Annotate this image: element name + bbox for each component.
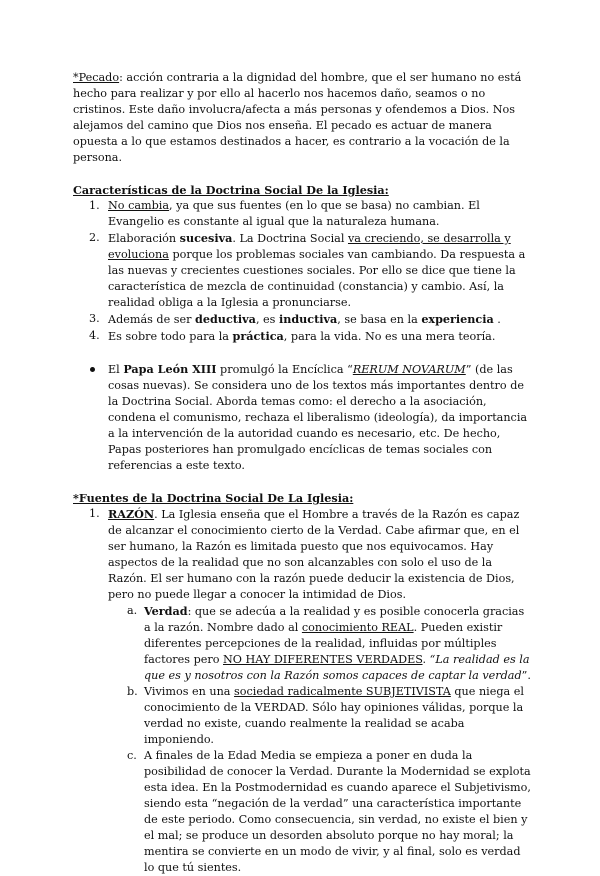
underlined-text: va creciendo, se desarrolla y evoluciona [108,232,511,261]
item-text: : que se adecúa a la realidad y es posible conocerla gracias a la razón. Nombre dado al [144,605,525,634]
item-text: . [422,653,430,666]
list-letter: c. [127,749,137,762]
pope-list [73,361,531,474]
bold-text: práctica [232,329,284,343]
item-text: que niega el conocimiento de la VERDAD. Sólo hay opiniones válidas, porque la verdad no existe, cuando realmente la realidad se acaba imponiendo. [144,685,524,746]
item-text: Vivimos en una [144,685,235,698]
item-text: . Pueden existir diferentes percepciones de la realidad, influidas por múltiples factores pero [144,621,503,666]
item-text: Además de ser [108,313,196,326]
item-text: . La Doctrina Social [232,232,348,245]
colon: : [119,71,127,84]
item-text: porque los problemas sociales van cambiando. Da respuesta a las nuevas y crecientes cuestiones sociales. Por ello se dice que tiene la característica de mezcla de continuidad (constancia) y cambio. Así, la realidad obliga a la Iglesia a pronunciarse. [108,248,526,309]
item-text: , para la vida. No es una mera teoría. [283,330,496,343]
sources-list [73,506,531,603]
list-item [73,198,531,230]
item-text: ” (de las cosas nuevas). Se considera uno de los textos más importantes dentro de la Doctrina Social. Aborda temas como: el derecho a la asociación, condena el comunismo, rechaza el liberalismo (ideología), da importancia a la intervención de la autoridad cuando es necesario, etc. De hecho, Papas posteriores han promulgado encíclicas de temas sociales con referencias a este texto. [108,363,528,472]
item-text: . La Iglesia enseña que el Hombre a través de la Razón es capaz de alcanzar el conocimiento cierto de la Verdad. Cabe afirmar que, en el ser humano, la Razón es limitada puesto que nos equivocamos. Hay aspectos de la realidad que no son alcanzables con solo el uso de la Razón. El ser humano con la razón puede deducir la existencia de Dios, pero no puede llegar a conocer la intimidad de Dios. [108,508,520,601]
list-item [73,230,531,311]
item-text: , ya que sus fuentes (en lo que se basa) no cambian. El Evangelio es constante al igual que la naturaleza humana. [108,199,480,228]
term-pecado: *Pecado [73,71,120,84]
list-item [73,748,531,876]
item-text: promulgó la Encíclica “ [216,363,353,376]
item-text: Elaboración [108,232,180,245]
list-item [73,361,531,474]
list-number: 1. [89,199,100,212]
list-item [73,684,531,748]
characteristics-list [73,198,531,345]
list-letter: b. [127,685,138,698]
spacer [73,345,531,361]
bold-text: sucesiva [179,231,233,245]
spacer [73,474,531,490]
intro-paragraph [73,70,531,166]
underlined-text: NO HAY DIFERENTES VERDADES [223,653,423,666]
list-number: 4. [89,329,100,342]
list-number: 2. [89,231,100,244]
item-text: ”. [521,669,531,682]
list-number: 3. [89,312,100,325]
underlined-text: No cambia [108,199,170,212]
item-text: Es sobre todo para la [108,330,233,343]
bold-text: Verdad [144,604,188,618]
underlined-text: sociedad radicalmente SUBJETIVISTA [234,685,451,698]
bullet-icon [90,367,95,372]
document-page [73,70,531,876]
encyclical-title: RERUM NOVARUM [352,363,466,376]
bold-text: deductiva [195,312,256,326]
item-text: , es [255,313,279,326]
bold-text: experiencia [421,312,494,326]
bold-text: Papa León XIII [123,362,217,376]
list-number: 1. [89,507,100,520]
item-text: A finales de la Edad Media se empieza a poner en duda la posibilidad de conocer la Verdad. Durante la Modernidad se explota esta idea. En la Postmodernidad es cuando aparece el Subjetivismo, siendo esta “negación de la verdad” una característica importante de este periodo. Como consecuencia, sin verdad, no existe el bien y el mal; se produce un desorden absoluto porque no hay moral; la mentira se convierte en un modo de vivir, y al final, solo es verdad lo que tú sientes. [144,749,531,874]
list-item [73,506,531,603]
list-item [73,311,531,328]
item-text: El [108,363,124,376]
spacer [73,166,531,182]
bold-underlined-text: RAZÓN [108,507,155,521]
underlined-text: conocimiento REAL [301,621,414,634]
list-letter: a. [127,604,138,617]
list-item [73,328,531,345]
sources-heading: *Fuentes de la Doctrina Social De La Iglesia: [73,491,354,505]
italic-quote: “La realidad es la que es y nosotros con la Razón somos capaces de captar la verdad [144,653,530,682]
bold-text: inductiva [278,312,338,326]
list-item [73,603,531,684]
item-text: , se basa en la [337,313,422,326]
sources-sublist [73,603,531,876]
item-text: . [493,313,501,326]
characteristics-heading: Características de la Doctrina Social De la Iglesia: [73,183,389,197]
intro-text: acción contraria a la dignidad del hombre, que el ser humano no está hecho para realizar y por ello al hacerlo nos hacemos daño, seamos o no cristinos. Este daño involucra/afecta a más personas y ofendemos a Dios. Nos alejamos del camino que Dios nos enseña. El pecado es actuar de manera opuesta a lo que estamos destinados a hacer, es contrario a la vocación de la persona. [73,71,522,164]
